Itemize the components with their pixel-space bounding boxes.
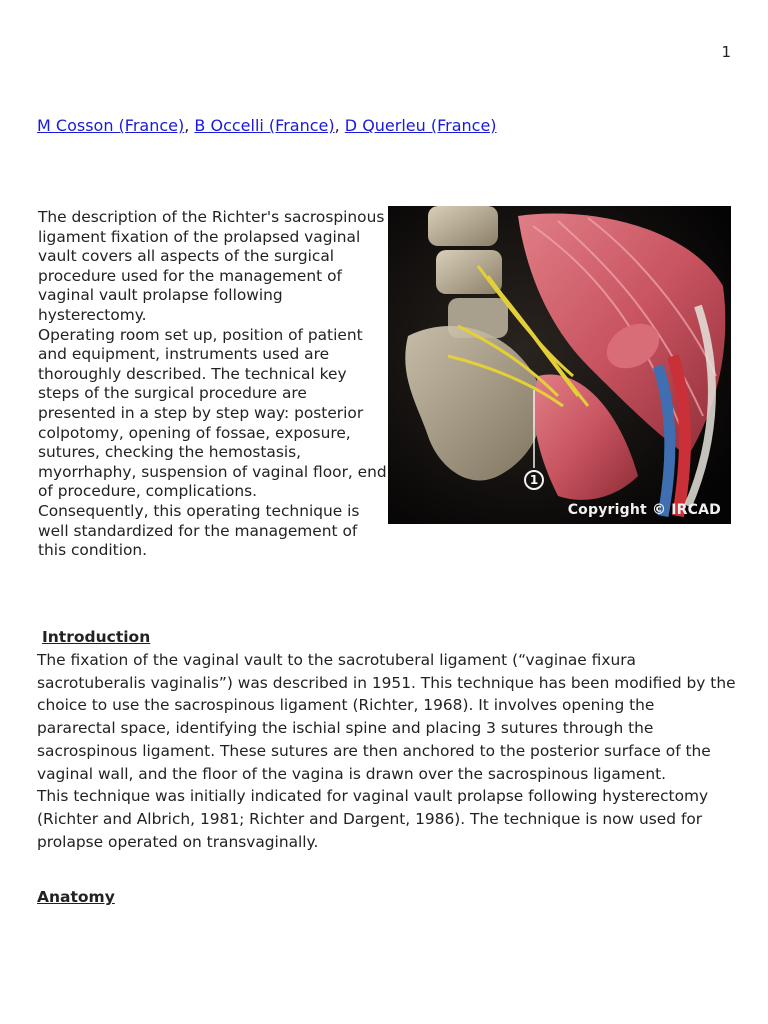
abstract-paragraph: Consequently, this operating technique is well standardized for the management of this condition. [38,501,360,560]
author-list [37,116,497,135]
copyright-watermark: Copyright © IRCAD [567,502,721,518]
author-link-occelli[interactable]: B Occelli (France) [194,116,335,135]
author-separator: , [184,116,195,135]
introduction-heading: Introduction [42,628,151,646]
anatomy-illustration [388,206,731,524]
introduction-body [37,649,737,853]
anatomy-heading: Anatomy [37,888,115,906]
abstract [38,208,388,561]
author-link-querleu[interactable]: D Querleu (France) [344,116,497,135]
author-link-cosson[interactable]: M Cosson (France) [37,116,185,135]
page-number: 1 [721,43,731,61]
introduction-paragraph: This technique was initially indicated for vaginal vault prolapse following hysterectomy (Richter and Albrich, 1981; Richter and Dargent, 1986). The technique is now used for prolapse operated on transvaginally. [37,787,709,851]
author-separator: , [334,116,345,135]
abstract-paragraph: The description of the Richter's sacrospinous ligament fixation of the prolapsed vaginal vault covers all aspects of the surgical procedure used for the management of vaginal vault prolapse following hysterectomy. [38,208,385,324]
abstract-paragraph: Operating room set up, position of patient and equipment, instruments used are thoroughly described. The technical key steps of the surgical procedure are presented in a step by step way: posterior colpotomy, opening of fossae, exposure, sutures, checking the hemostasis, myorrhaphy, suspension of vaginal floor, end of procedure, complications. [38,325,387,501]
callout-marker: 1 [524,470,544,490]
pelvis-drawing [388,206,731,524]
introduction-paragraph: The fixation of the vaginal vault to the sacrotuberal ligament (“vaginae fixura sacrotuberalis vaginalis”) was described in 1951. This technique has been modified by the choice to use the sacrospinous ligament (Richter, 1968). It involves opening the pararectal space, identifying the ischial spine and placing 3 sutures through the sacrospinous ligament. These sutures are then anchored to the posterior surface of the vaginal wall, and the floor of the vagina is drawn over the sacrospinous ligament. [37,651,736,783]
